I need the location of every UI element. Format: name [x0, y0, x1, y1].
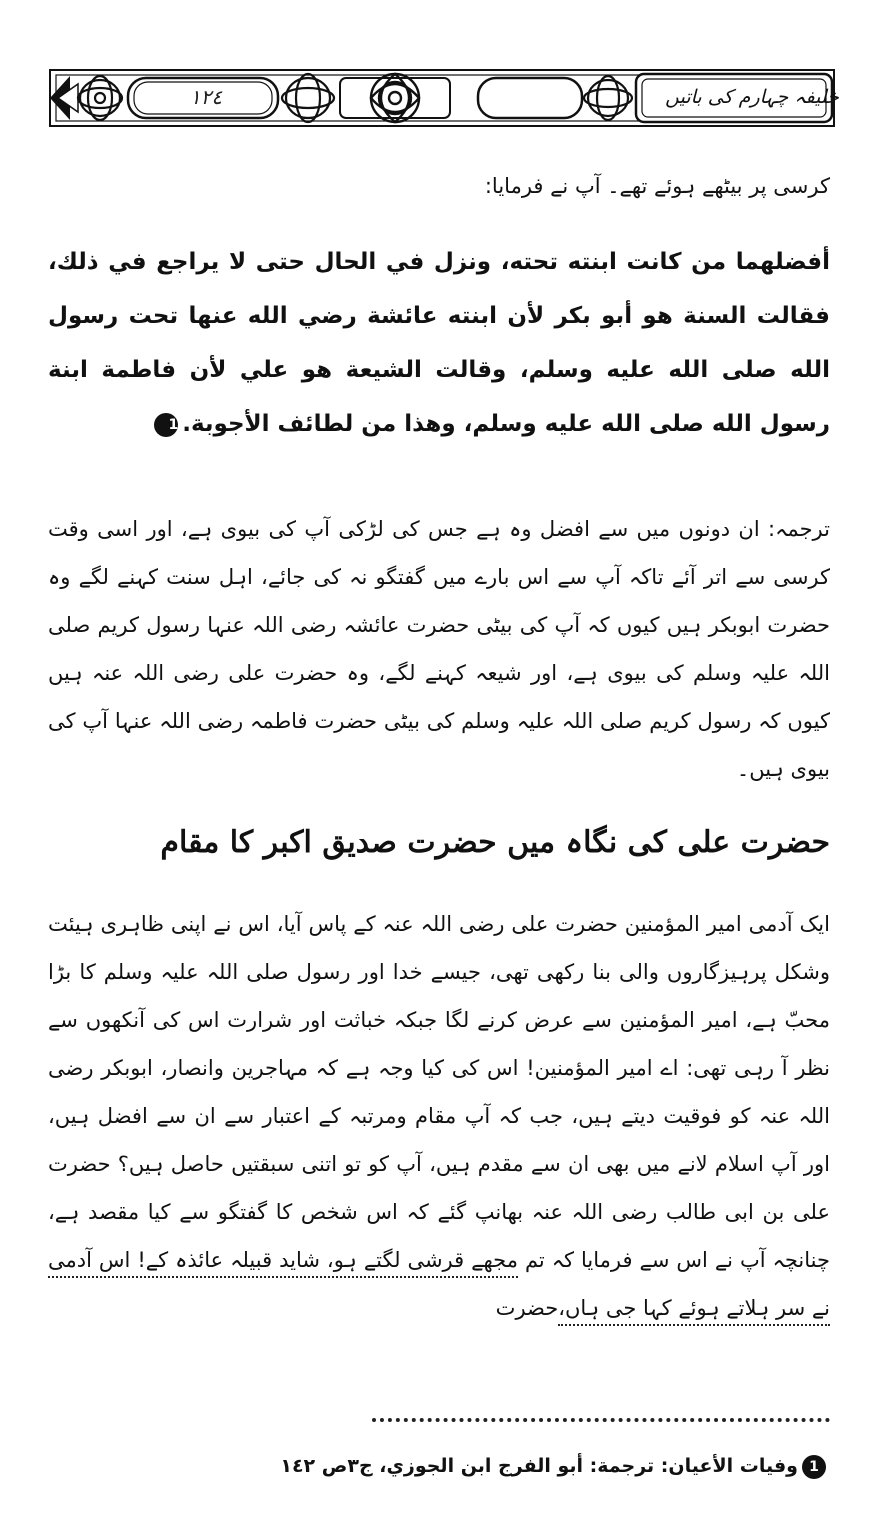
book-title: خلیفہ چہارم کی باتیں	[665, 86, 839, 108]
story-tail-text: حضرت	[495, 1296, 559, 1320]
story-main-text: ایک آدمی امیر المؤمنین حضرت علی رضی اللہ عنہ کے پاس آیا، اس نے اپنی ظاہری ہیئت وشکل پرہیزگاروں والی بنا رکھی تھی، جیسے خدا اور رسول صلی اللہ علیہ وسلم کا بڑا محبّ ہے، امیر المؤمنین سے عرض کرنے لگا جبکہ خباثت اور شرارت اس کی آنکھوں سے نظر آ رہی تھی: اے امیر المؤمنین! اس کی کیا وجہ ہے کہ مہاجرین وانصار، ابوبکر رضی اللہ عنہ کو فوقیت دیتے ہیں، جب کہ آپ مقام ومرتبہ کے اعتبار سے ان سے افضل ہیں، اور آپ اسلام لانے میں بھی ان سے مقدم ہیں، آپ کو تو اتنی سبقتیں حاصل ہیں؟ حضرت علی بن ابی طالب رضی اللہ عنہ بھانپ گئے کہ اس شخص کا گفتگو سے کیا مقصد ہے، چنانچہ آپ نے اس سے فرمایا کہ تم	[48, 912, 830, 1272]
footnote	[200, 1448, 830, 1484]
story-paragraph	[48, 900, 830, 1332]
page-header-ornament	[48, 62, 839, 134]
intro-line: کرسی پر بیٹھے ہوئے تھے۔ آپ نے فرمایا:	[484, 174, 830, 198]
footnote-marker-icon: 1	[154, 413, 178, 437]
arabic-quote-block	[48, 235, 830, 451]
arabic-quote: أفضلهما من كانت ابنته تحته، ونزل في الحال حتى لا يراجع في ذلك، فقالت السنة هو أبو بكر لأن ابنته عائشة رضي الله عنها تحت رسول الله صلى الله عليه وسلم، وقالت الشيعة هو علي لأن فاطمة ابنة رسول الله صلى الله عليه وسلم، وهذا من لطائف الأجوبة.	[48, 249, 830, 437]
section-heading: حضرت علی کی نگاہ میں حضرت صدیق اکبر کا مقام	[160, 825, 830, 860]
translation-paragraph: ترجمہ: ان دونوں میں سے افضل وہ ہے جس کی لڑکی آپ کی بیوی ہے، اور اسی وقت کرسی سے اتر آئے تاکہ آپ سے اس بارے میں گفتگو نہ کی جائے، اہل سنت کہنے لگے وہ حضرت ابوبکر ہیں کیوں کہ آپ کی بیٹی حضرت عائشہ رضی اللہ عنہا رسول کریم صلی اللہ علیہ وسلم کی بیوی ہے، اور شیعہ کہنے لگے، وہ حضرت علی رضی اللہ عنہ ہیں کیوں کہ رسول کریم صلی اللہ علیہ وسلم کی بیٹی حضرت فاطمہ رضی اللہ عنہا آپ کی بیوی ہیں۔	[48, 517, 830, 781]
page-number: ١٢٤	[189, 85, 223, 109]
footnote-number-icon: 1	[802, 1455, 826, 1479]
story-underlined-text: مجھے قرشی لگتے ہو، شاید قبیلہ عائذہ کے! اس آدمی نے سر ہلاتے ہوئے کہا جی ہاں،	[48, 1248, 830, 1326]
footnote-text: وفيات الأعيان: ترجمة: أبو الفرج ابن الجوزي، ج٣ص ١٤٢	[280, 1455, 798, 1477]
footnote-separator	[372, 1418, 830, 1422]
